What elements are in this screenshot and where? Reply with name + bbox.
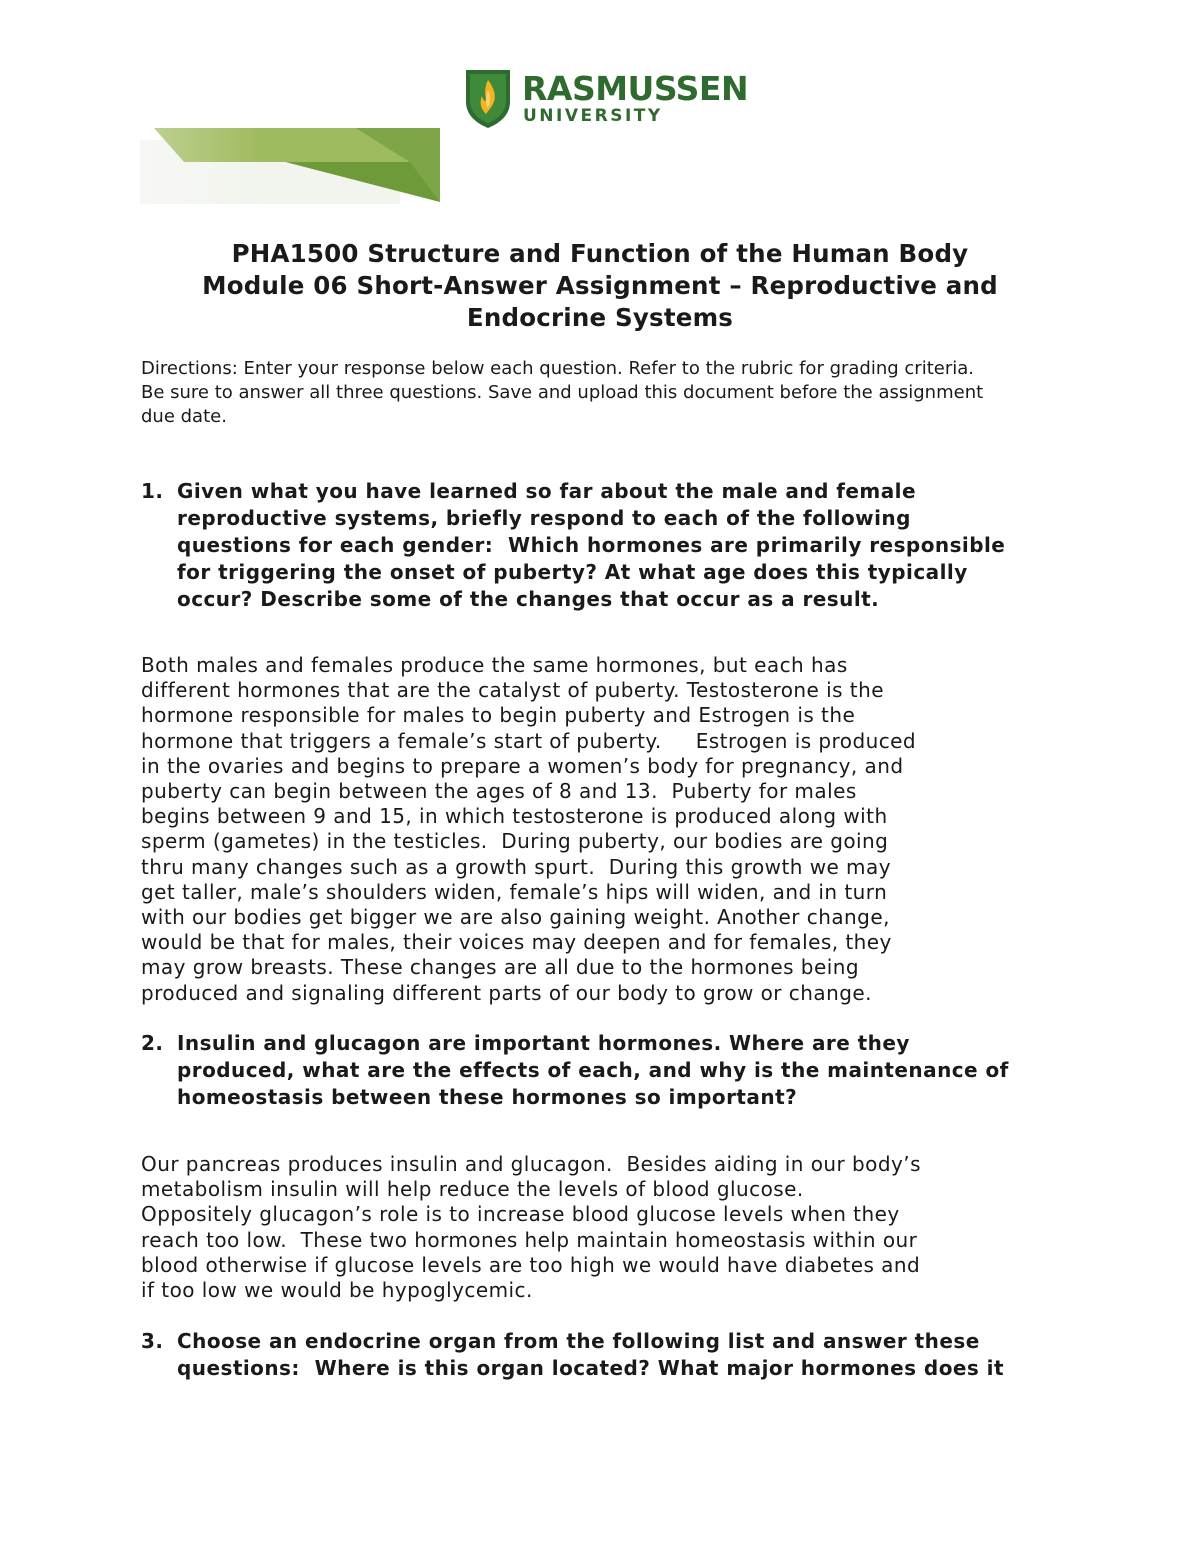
question-line: occur? Describe some of the changes that occur as a result. bbox=[177, 587, 880, 611]
answer-1 bbox=[141, 653, 1081, 1006]
question-line: Choose an endocrine organ from the following list and answer these bbox=[177, 1329, 980, 1353]
question-line: reproductive systems, briefly respond to each of the following bbox=[177, 506, 911, 530]
flame-shield-icon bbox=[464, 68, 512, 130]
question-number: 3. bbox=[141, 1329, 164, 1353]
answer-line: reach too low. These two hormones help maintain homeostasis within our bbox=[141, 1227, 918, 1252]
question-line: for triggering the onset of puberty? At what age does this typically bbox=[177, 560, 968, 584]
logo-wordmark: RASMUSSEN bbox=[522, 69, 749, 108]
answer-line: with our bodies get bigger we are also gaining weight. Another change, bbox=[141, 905, 890, 930]
answer-line: would be that for males, their voices may deepen and for females, they bbox=[141, 930, 892, 955]
title-line: Module 06 Short-Answer Assignment – Reproductive and bbox=[202, 271, 998, 300]
title-line: Endocrine Systems bbox=[466, 303, 734, 332]
directions-paragraph bbox=[141, 357, 1071, 429]
logo-subword: UNIVERSITY bbox=[523, 106, 663, 126]
question-text bbox=[177, 1030, 1009, 1111]
answer-line: produced and signaling different parts of our body to grow or change. bbox=[141, 980, 872, 1005]
answer-line: thru many changes such as a growth spurt. During this growth we may bbox=[141, 854, 891, 879]
question-line: homeostasis between these hormones so important? bbox=[177, 1085, 798, 1109]
question-number: 2. bbox=[141, 1031, 164, 1055]
question-line: Given what you have learned so far about the male and female bbox=[177, 479, 916, 503]
answer-line: metabolism insulin will help reduce the levels of blood glucose. bbox=[141, 1177, 804, 1202]
green-banner-graphic bbox=[140, 126, 446, 204]
answer-line: get taller, male’s shoulders widen, female’s hips will widen, and in turn bbox=[141, 879, 888, 904]
question-text bbox=[177, 1328, 1004, 1382]
answer-line: Both males and females produce the same hormones, but each has bbox=[141, 653, 848, 677]
answer-line: puberty can begin between the ages of 8 and 13. Puberty for males bbox=[141, 779, 857, 804]
directions-line: due date. bbox=[141, 406, 227, 427]
document-title bbox=[140, 238, 1060, 334]
question-number: 1. bbox=[141, 479, 164, 503]
answer-line: begins between 9 and 15, in which testosterone is produced along with bbox=[141, 804, 888, 829]
answer-line: Oppositely glucagon’s role is to increase blood glucose levels when they bbox=[141, 1202, 900, 1227]
answer-2 bbox=[141, 1152, 1081, 1303]
question-line: produced, what are the effects of each, and why is the maintenance of bbox=[177, 1058, 1009, 1082]
answer-line: may grow breasts. These changes are all due to the hormones being bbox=[141, 955, 859, 980]
answer-line: sperm (gametes) in the testicles. During puberty, our bodies are going bbox=[141, 829, 889, 854]
answer-line: Our pancreas produces insulin and glucagon. Besides aiding in our body’s bbox=[141, 1152, 921, 1176]
rasmussen-university-logo bbox=[464, 68, 749, 132]
answer-line: different hormones that are the catalyst of puberty. Testosterone is the bbox=[141, 678, 884, 703]
question-line: Insulin and glucagon are important hormones. Where are they bbox=[177, 1031, 910, 1055]
answer-line: in the ovaries and begins to prepare a women’s body for pregnancy, and bbox=[141, 753, 904, 778]
question-line: questions: Where is this organ located? What major hormones does it bbox=[177, 1356, 1004, 1380]
directions-line: Be sure to answer all three questions. Save and upload this document before the assignment bbox=[141, 382, 984, 403]
answer-line: blood otherwise if glucose levels are too high we would have diabetes and bbox=[141, 1252, 921, 1277]
question-text bbox=[177, 478, 1005, 613]
title-line: PHA1500 Structure and Function of the Human Body bbox=[231, 239, 969, 268]
question-line: questions for each gender: Which hormones are primarily responsible bbox=[177, 533, 1006, 557]
answer-line: hormone that triggers a female’s start of puberty. Estrogen is produced bbox=[141, 728, 917, 753]
answer-line: hormone responsible for males to begin puberty and Estrogen is the bbox=[141, 703, 856, 728]
answer-line: if too low we would be hypoglycemic. bbox=[141, 1278, 533, 1303]
directions-line: Directions: Enter your response below each question. Refer to the rubric for grading criteria. bbox=[141, 358, 974, 379]
